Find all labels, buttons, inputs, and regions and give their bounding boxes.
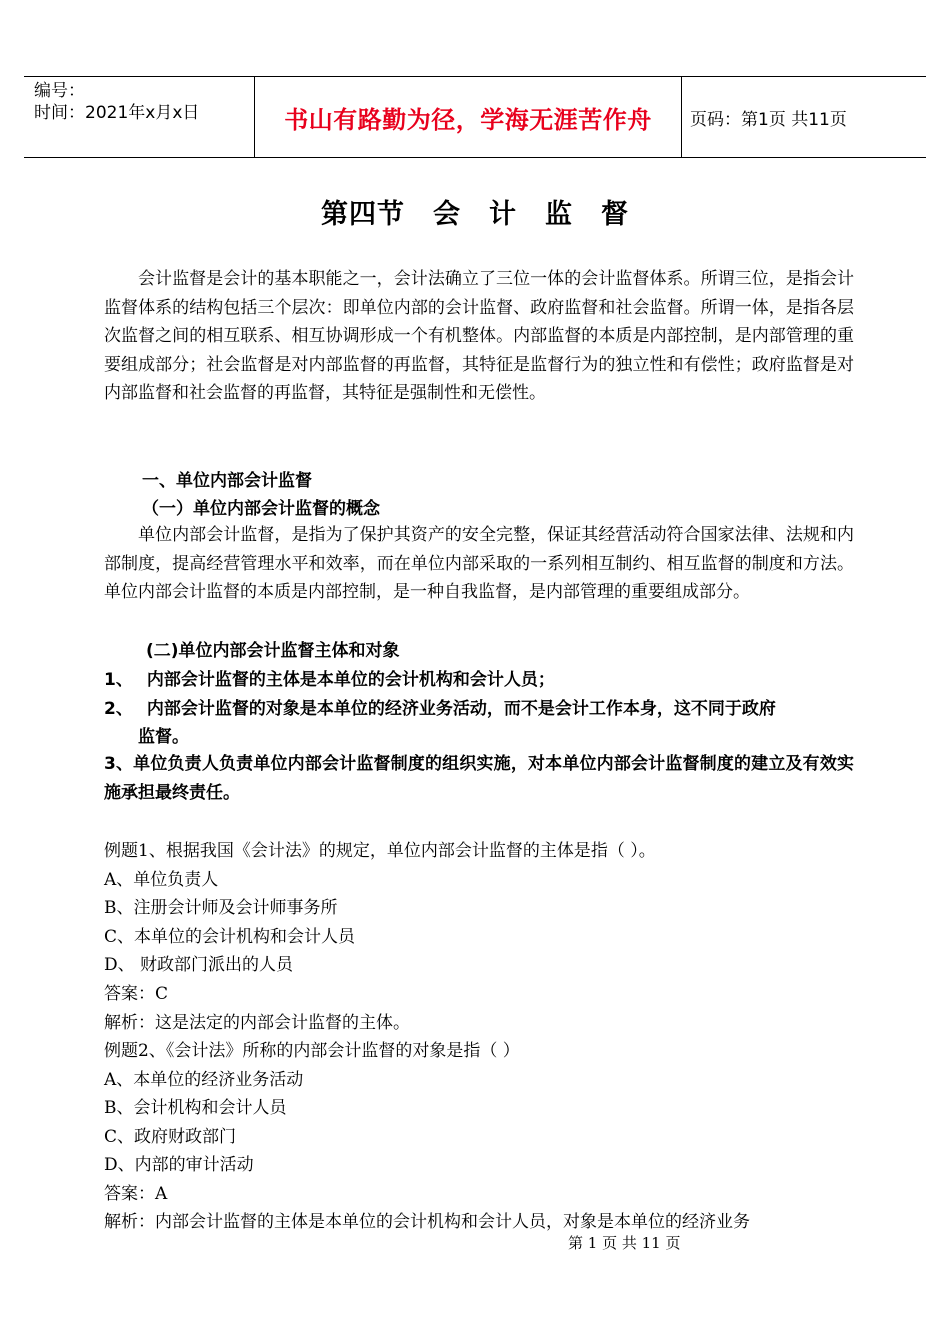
example-option: B、会计机构和会计人员 [104,1098,287,1118]
concept-block [104,521,854,607]
header-page [680,77,926,157]
header-motto [254,77,682,157]
concept-paragraph: 单位内部会计监督，是指为了保护其资产的安全完整，保证其经营活动符合国家法律、法规和内部制度，提高经营管理水平和效率，而在单位内部采取的一系列相互制约、相互监督的制度和方法。单位内部会计监督的本质是内部控制，是一种自我监督，是内部管理的重要组成部分。 [104,525,854,602]
list-number: 1、 [104,670,133,690]
example-option: A、本单位的经济业务活动 [104,1070,304,1090]
example-answer: 答案：C [104,984,169,1004]
motto-text: 书山有路勤为径，学海无涯苦作舟 [284,105,652,134]
section-heading: 一、单位内部会计监督 [142,471,312,491]
list-item [104,694,776,719]
subsection-heading-1: （一）单位内部会计监督的概念 [142,499,380,519]
example-option: C、政府财政部门 [104,1127,237,1147]
list-item [104,665,555,690]
list-text: 内部会计监督的主体是本单位的会计机构和会计人员； [146,670,555,690]
example-answer: 答案：A [104,1184,168,1204]
example-analysis: 解析：这是法定的内部会计监督的主体。 [104,1013,410,1033]
item3-block [104,750,854,808]
example-option: B、注册会计师及会计师事务所 [104,898,338,918]
intro-block [104,265,854,408]
example-option: D、内部的审计活动 [104,1155,254,1175]
page-footer: 第 1 页 共 11 页 [568,1234,681,1252]
example-question: 例题2、《会计法》所称的内部会计监督的对象是指（ ） [104,1041,520,1061]
example-option: A、单位负责人 [104,870,219,890]
list-item-continuation: 监督。 [138,727,189,747]
time-label: 时间：2021年x月x日 [34,103,200,123]
list-number: 2、 [104,699,133,719]
example-option: C、本单位的会计机构和会计人员 [104,927,356,947]
example-analysis: 解析：内部会计监督的主体是本单位的会计机构和会计人员，对象是本单位的经济业务 [104,1212,750,1232]
page-label: 页码：第1页 共11页 [690,109,847,130]
page-header [24,76,926,158]
subsection-heading-2: (二)单位内部会计监督主体和对象 [146,641,400,661]
example-option: D、 财政部门派出的人员 [104,955,294,975]
item3-paragraph: 3、单位负责人负责单位内部会计监督制度的组织实施，对本单位内部会计监督制度的建立及有效实施承担最终责任。 [104,754,854,803]
header-meta [24,77,254,157]
page-title: 第四节 会 计 监 督 [321,199,629,230]
example-question: 例题1、根据我国《会计法》的规定，单位内部会计监督的主体是指（ ）。 [104,841,656,861]
intro-paragraph: 会计监督是会计的基本职能之一，会计法确立了三位一体的会计监督体系。所谓三位，是指会计监督体系的结构包括三个层次：即单位内部的会计监督、政府监督和社会监督。所谓一体，是指各层次监督之间的相互联系、相互协调形成一个有机整体。内部监督的本质是内部控制，是内部管理的重要组成部分；社会监督是对内部监督的再监督，其特征是监督行为的独立性和有偿性；政府监督是对内部监督和社会监督的再监督，其特征是强制性和无偿性。 [104,269,854,403]
number-label: 编号： [34,81,85,101]
list-text: 内部会计监督的对象是本单位的经济业务活动，而不是会计工作本身，这不同于政府 [146,699,776,719]
